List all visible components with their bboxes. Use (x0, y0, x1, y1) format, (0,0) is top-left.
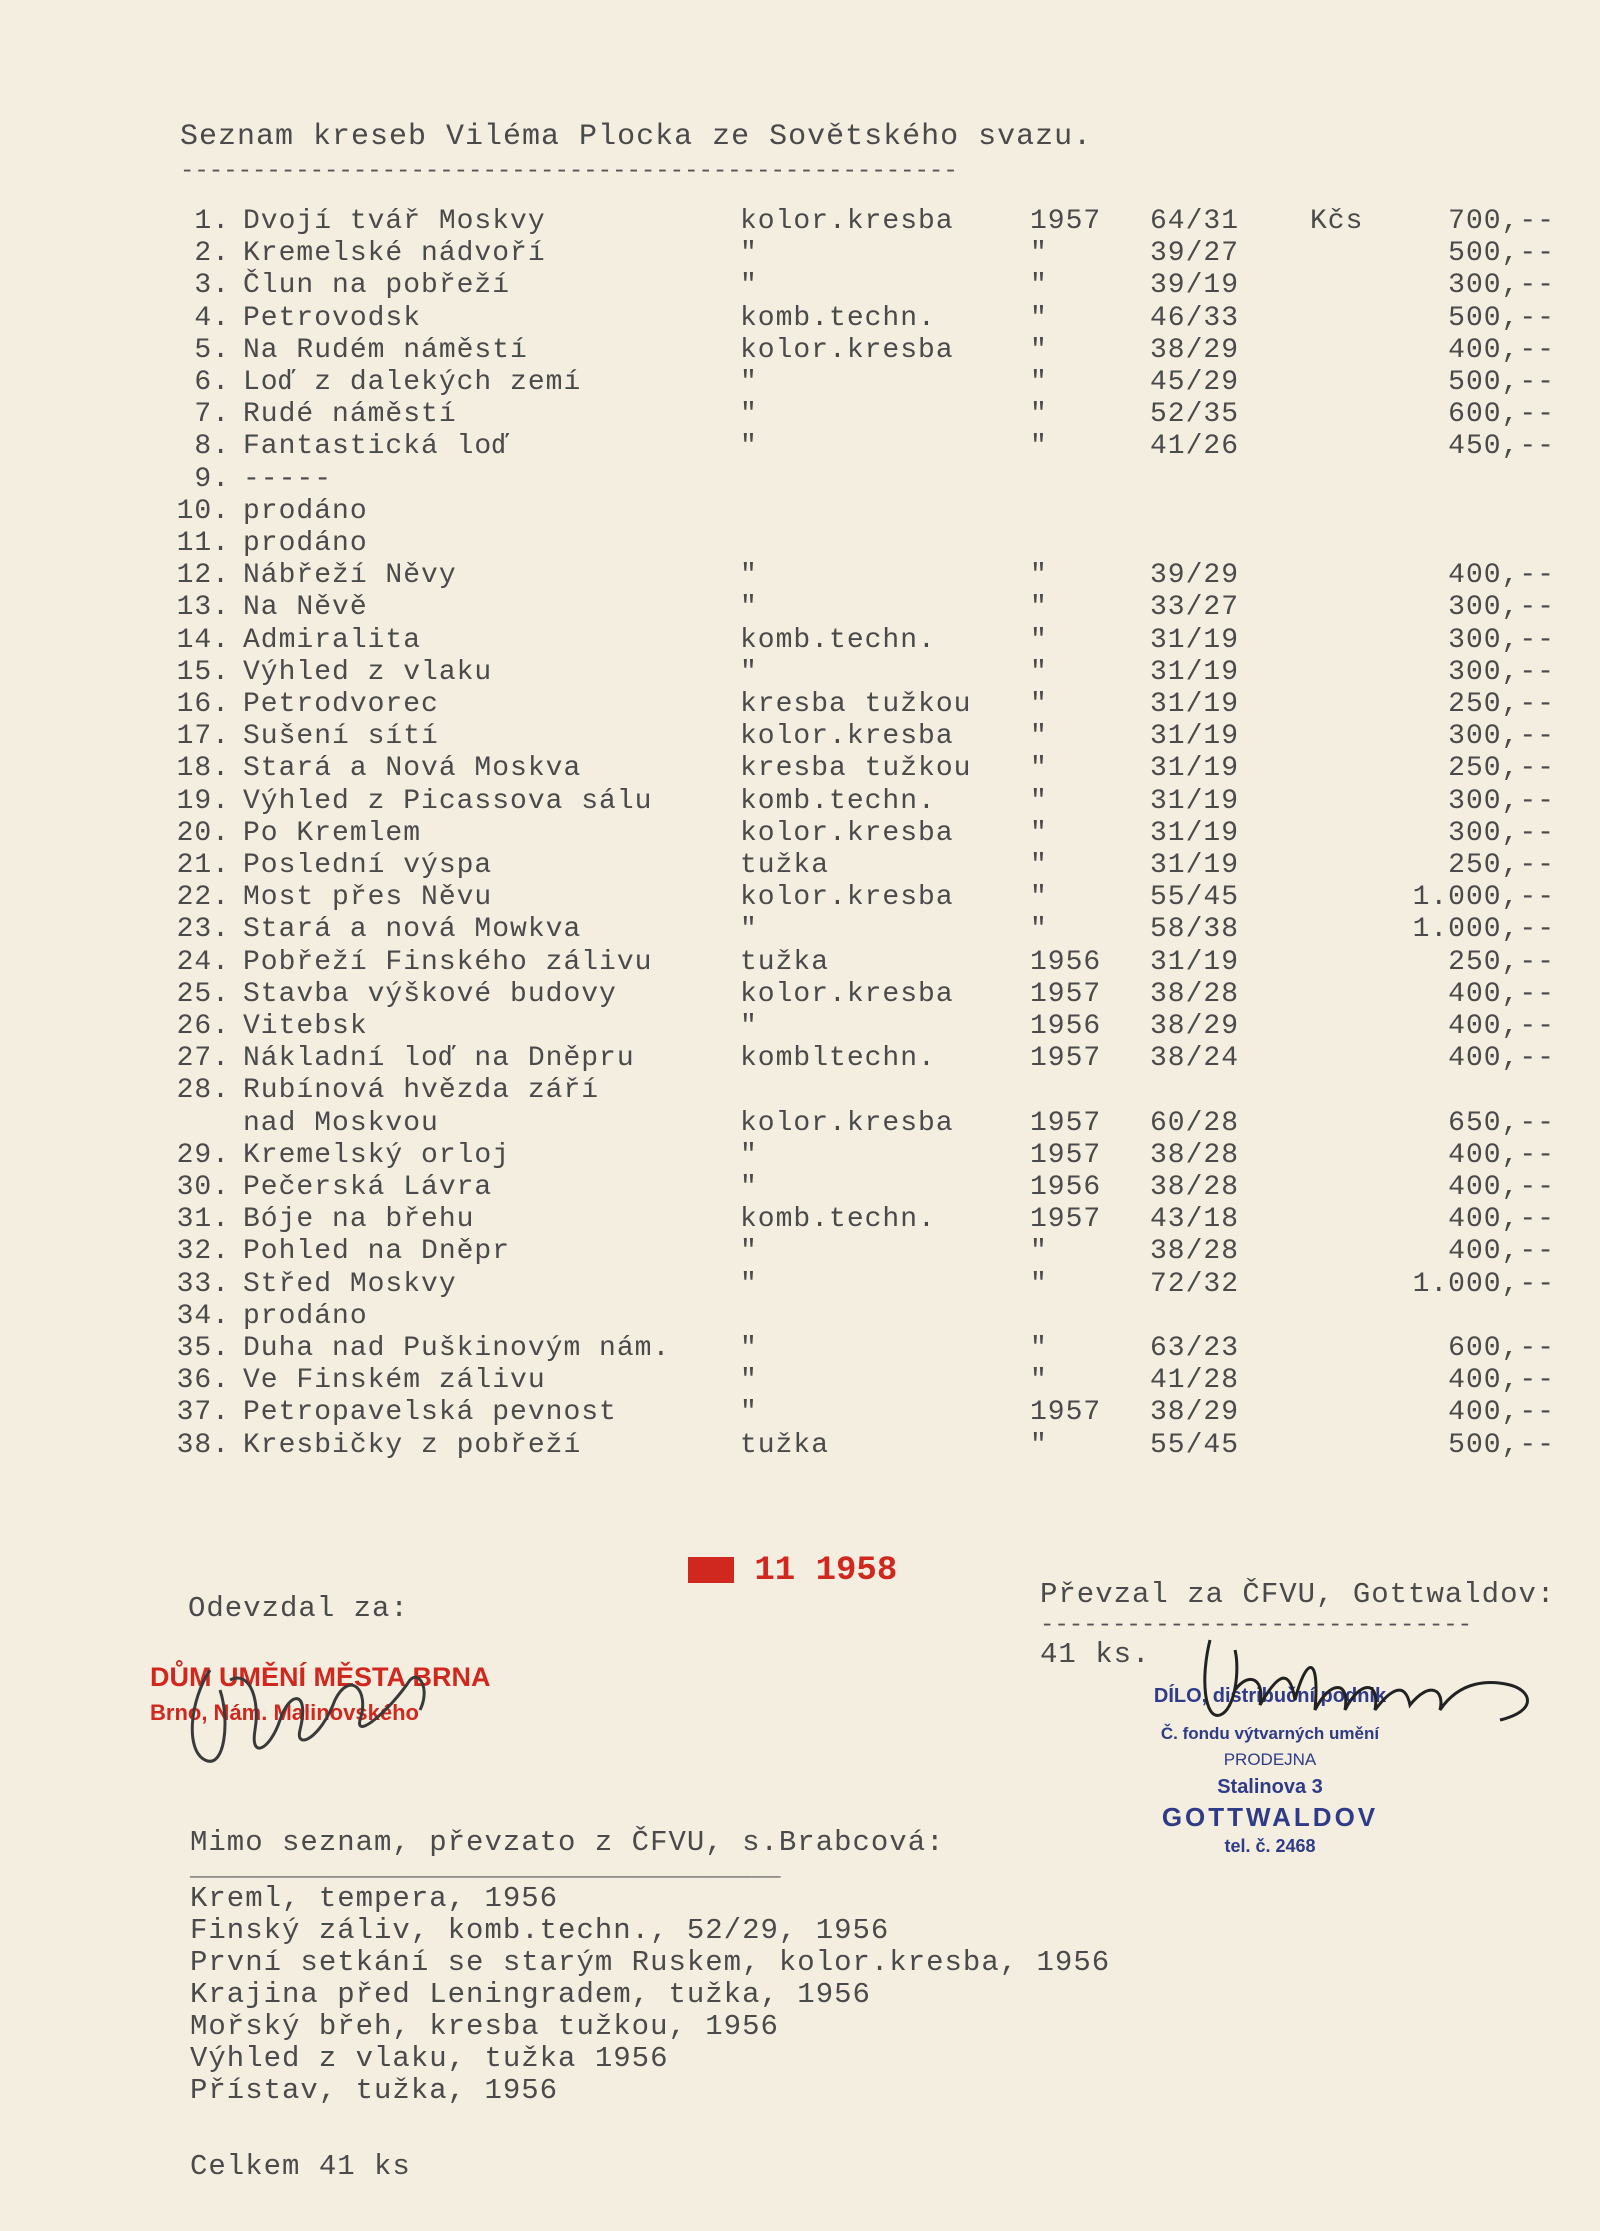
cell-title: Stará a Nová Moskva (243, 753, 582, 785)
cell-no: 16. (176, 689, 230, 720)
cell-tech: " (740, 1397, 758, 1429)
cell-dim: 55/45 (1150, 1429, 1240, 1461)
extra-heading-underline: _________________________________________ (190, 1856, 781, 1883)
table-row (0, 882, 1600, 914)
cell-dim: 31/19 (1150, 946, 1240, 978)
cell-dim: 60/28 (1150, 1107, 1240, 1139)
cell-title: Rudé náměstí (243, 399, 457, 431)
cell-tech: " (740, 270, 758, 302)
extra-item: První setkání se starým Ruskem, kolor.kresba, 1956 (190, 1946, 1111, 1979)
cell-no: 18. (176, 753, 230, 785)
table-row (0, 1011, 1600, 1043)
cell-year: " (1030, 1236, 1048, 1268)
table-row (0, 850, 1600, 882)
title-underline: ------------------------------------------------------ (180, 158, 958, 185)
cell-tech: " (740, 656, 758, 688)
total-line: Celkem 41 ks (190, 2150, 411, 2183)
handed-over-label: Odevzdal za: (188, 1592, 409, 1625)
cell-no: 20. (176, 817, 230, 849)
table-row (0, 1172, 1600, 1204)
dilo-stamp-line4: Stalinova 3 (1217, 1776, 1323, 1798)
cell-title: Bóje na břehu (243, 1204, 475, 1236)
cell-no: 38. (176, 1429, 230, 1461)
cell-price: 300,-- (1448, 656, 1555, 688)
cell-dim: 46/33 (1150, 302, 1240, 334)
cell-dim: 31/19 (1150, 785, 1240, 817)
cell-price: 600,-- (1448, 1333, 1555, 1364)
cell-title: Stará a nová Mowkva (243, 914, 582, 946)
cell-title: Pohled na Dněpr (243, 1236, 511, 1268)
cell-title: Střed Moskvy (243, 1268, 457, 1300)
cell-year: " (1030, 238, 1048, 270)
document-title: Seznam kreseb Viléma Plocka ze Sovětského svazu. (180, 120, 1093, 154)
cell-dim: 38/29 (1150, 334, 1240, 366)
cell-tech: " (740, 1333, 758, 1364)
cell-price: 400,-- (1448, 560, 1555, 592)
cell-price: 650,-- (1448, 1107, 1555, 1139)
table-row (0, 464, 1600, 496)
cell-year: " (1030, 624, 1048, 656)
cell-dim: 58/38 (1150, 914, 1240, 946)
cell-title: Admiralita (243, 624, 422, 656)
table-row (0, 1140, 1600, 1172)
cell-title: Rubínová hvězda září (243, 1075, 600, 1107)
cell-no: 17. (176, 721, 230, 753)
cell-dim: 38/28 (1150, 1172, 1240, 1203)
cell-no: 9. (194, 463, 230, 495)
cell-title: Nábřeží Něvy (243, 560, 457, 592)
cell-no: 11. (176, 528, 230, 559)
cell-year: " (1030, 1268, 1048, 1300)
cell-title: nad Moskvou (243, 1107, 439, 1139)
cell-price: 300,-- (1448, 817, 1555, 849)
cell-title: Fantastická loď (243, 431, 511, 463)
table-row (0, 399, 1600, 431)
cell-dim: 39/27 (1150, 238, 1240, 270)
cell-tech: " (740, 1139, 758, 1171)
cell-title: Ve Finském zálivu (243, 1365, 546, 1397)
table-row (0, 1043, 1600, 1075)
cell-no: 30. (176, 1172, 230, 1203)
cell-year: " (1030, 1333, 1048, 1364)
cell-no: 35. (176, 1333, 230, 1364)
cell-dim: 63/23 (1150, 1333, 1240, 1364)
extra-item: Finský záliv, komb.techn., 52/29, 1956 (190, 1914, 890, 1947)
cell-no: 29. (176, 1139, 230, 1171)
cell-title: ----- (243, 463, 333, 495)
left-signature (170, 1630, 480, 1780)
cell-price: 300,-- (1448, 721, 1555, 753)
dilo-stamp-line1: DÍLO, distribuční podnik (1153, 1685, 1387, 1707)
cell-no: 19. (176, 785, 230, 817)
cell-tech: kolor.kresba (740, 882, 954, 914)
cell-price: 400,-- (1448, 1365, 1555, 1397)
cell-dim: 31/19 (1150, 753, 1240, 785)
cell-tech: " (740, 431, 758, 463)
cell-dim: 31/19 (1150, 689, 1240, 720)
date-stamp-text: 11 1958 (754, 1552, 898, 1590)
table-row (0, 914, 1600, 946)
cell-title: Duha nad Puškinovým nám. (243, 1333, 671, 1364)
cell-price: 450,-- (1448, 431, 1555, 463)
cell-price: 300,-- (1448, 624, 1555, 656)
cell-tech: komb.techn. (740, 302, 936, 334)
cell-year: " (1030, 689, 1048, 720)
extra-item: Krajina před Leningradem, tužka, 1956 (190, 1978, 871, 2011)
cell-tech: tužka (740, 946, 830, 978)
cell-title: Dvojí tvář Moskvy (243, 206, 546, 237)
cell-dim: 55/45 (1150, 882, 1240, 914)
cell-no: 21. (176, 850, 230, 881)
cell-dim: 45/29 (1150, 367, 1240, 398)
cell-price: 500,-- (1448, 367, 1555, 398)
table-row (0, 689, 1600, 721)
table-row (0, 1301, 1600, 1333)
cell-price: 250,-- (1448, 850, 1555, 881)
table-row (0, 979, 1600, 1011)
cell-title: Pobřeží Finského zálivu (243, 946, 653, 978)
cell-tech: " (740, 1011, 758, 1042)
cell-dim: 31/19 (1150, 817, 1240, 849)
table-row (0, 560, 1600, 592)
cell-year: " (1030, 914, 1048, 946)
cell-no: 25. (176, 978, 230, 1010)
cell-no: 36. (176, 1365, 230, 1397)
cell-price: 500,-- (1448, 238, 1555, 270)
cell-year: " (1030, 431, 1048, 463)
table-row (0, 431, 1600, 463)
cell-no: 2. (194, 238, 230, 270)
cell-price: 1.000,-- (1412, 882, 1555, 914)
cell-tech: komb.techn. (740, 785, 936, 817)
cell-tech: " (740, 1268, 758, 1300)
cell-no: 27. (176, 1043, 230, 1075)
cell-year: 1957 (1030, 1139, 1102, 1171)
cell-year: " (1030, 399, 1048, 431)
cell-year: " (1030, 656, 1048, 688)
cell-year: " (1030, 560, 1048, 592)
cell-price: 1.000,-- (1412, 1268, 1555, 1300)
cell-tech: " (740, 1236, 758, 1268)
table-row (0, 1365, 1600, 1397)
cell-title: Po Kremlem (243, 817, 422, 849)
currency-label: Kčs (1310, 206, 1364, 237)
cell-year: 1956 (1030, 1011, 1102, 1042)
extra-heading: Mimo seznam, převzato z ČFVU, s.Brabcová: (190, 1826, 945, 1859)
cell-title: Petrovodsk (243, 302, 422, 334)
dilo-stamp-line6: tel. č. 2468 (1224, 1836, 1316, 1856)
table-row (0, 1204, 1600, 1236)
cell-year: 1957 (1030, 1204, 1102, 1236)
cell-dim: 31/19 (1150, 850, 1240, 881)
cell-dim: 31/19 (1150, 656, 1240, 688)
table-row (0, 1236, 1600, 1268)
table-row (0, 1333, 1600, 1365)
cell-tech: komb.techn. (740, 624, 936, 656)
cell-dim: 41/28 (1150, 1365, 1240, 1397)
cell-price: 600,-- (1448, 399, 1555, 431)
cell-tech: kombltechn. (740, 1043, 936, 1075)
cell-title: Vitebsk (243, 1011, 368, 1042)
cell-tech: " (740, 367, 758, 398)
cell-title: Nákladní loď na Dněpru (243, 1043, 635, 1075)
cell-title: prodáno (243, 528, 368, 559)
cell-price: 400,-- (1448, 1043, 1555, 1075)
cell-tech: kresba tužkou (740, 753, 972, 785)
table-row (0, 206, 1600, 238)
cell-price: 400,-- (1448, 334, 1555, 366)
cell-year: 1957 (1030, 978, 1102, 1010)
cell-year: 1956 (1030, 946, 1102, 978)
cell-price: 700,-- (1448, 206, 1555, 237)
cell-title: prodáno (243, 1300, 368, 1332)
cell-no: 22. (176, 882, 230, 914)
cell-no: 8. (194, 431, 230, 463)
table-row (0, 1430, 1600, 1462)
table-row (0, 303, 1600, 335)
cell-year: " (1030, 817, 1048, 849)
received-underline: ------------------------------ (1040, 1612, 1473, 1639)
cell-price: 300,-- (1448, 785, 1555, 817)
cell-price: 400,-- (1448, 1397, 1555, 1429)
cell-year: " (1030, 334, 1048, 366)
cell-year: " (1030, 1365, 1048, 1397)
cell-tech: kolor.kresba (740, 334, 954, 366)
cell-tech: kolor.kresba (740, 1107, 954, 1139)
cell-dim: 52/35 (1150, 399, 1240, 431)
table-row (0, 367, 1600, 399)
table-row (0, 947, 1600, 979)
dilo-stamp-line5: GOTTWALDOV (1161, 1802, 1379, 1832)
cell-dim: 64/31 (1150, 206, 1240, 237)
cell-no: 1. (194, 206, 230, 237)
cell-no: 32. (176, 1236, 230, 1268)
cell-price: 400,-- (1448, 1011, 1555, 1042)
cell-no: 13. (176, 592, 230, 624)
cell-title: Kremelské nádvoří (243, 238, 546, 270)
cell-year: " (1030, 850, 1048, 881)
cell-year: 1957 (1030, 1107, 1102, 1139)
table-row (0, 657, 1600, 689)
cell-tech: kolor.kresba (740, 721, 954, 753)
table-row (0, 1269, 1600, 1301)
cell-price: 400,-- (1448, 1139, 1555, 1171)
cell-year: 1956 (1030, 1172, 1102, 1203)
cell-tech: kolor.kresba (740, 978, 954, 1010)
cell-price: 250,-- (1448, 946, 1555, 978)
cell-tech: kolor.kresba (740, 206, 954, 237)
received-count: 41 ks. (1040, 1638, 1151, 1671)
cell-price: 1.000,-- (1412, 914, 1555, 946)
cell-price: 300,-- (1448, 592, 1555, 624)
cell-price: 500,-- (1448, 1429, 1555, 1461)
cell-tech: " (740, 914, 758, 946)
table-row (0, 1075, 1600, 1107)
cell-title: Petrodvorec (243, 689, 439, 720)
dilo-stamp-line2: Č. fondu výtvarných umění (1160, 1724, 1380, 1743)
cell-title: Sušení sítí (243, 721, 439, 753)
cell-price: 400,-- (1448, 1236, 1555, 1268)
cell-no: 37. (176, 1397, 230, 1429)
table-row (0, 625, 1600, 657)
cell-price: 400,-- (1448, 1172, 1555, 1203)
cell-year: " (1030, 785, 1048, 817)
cell-year: " (1030, 721, 1048, 753)
cell-tech: " (740, 1172, 758, 1203)
date-stamp-smudge (688, 1557, 734, 1583)
cell-no: 12. (176, 560, 230, 592)
table-row (0, 721, 1600, 753)
cell-dim: 39/19 (1150, 270, 1240, 302)
cell-title: Pečerská Lávra (243, 1172, 493, 1203)
table-row (0, 786, 1600, 818)
cell-title: Člun na pobřeží (243, 270, 511, 302)
cell-year: " (1030, 302, 1048, 334)
cell-tech: kresba tužkou (740, 689, 972, 720)
cell-tech: " (740, 560, 758, 592)
table-row (0, 1108, 1600, 1140)
cell-year: " (1030, 1429, 1048, 1461)
table-row (0, 270, 1600, 302)
cell-dim: 31/19 (1150, 624, 1240, 656)
table-row (0, 592, 1600, 624)
cell-dim: 38/28 (1150, 1139, 1240, 1171)
cell-year: " (1030, 270, 1048, 302)
cell-price: 300,-- (1448, 270, 1555, 302)
cell-title: Kresbičky z pobřeží (243, 1429, 582, 1461)
cell-dim: 39/29 (1150, 560, 1240, 592)
cell-year: 1957 (1030, 1397, 1102, 1429)
extra-item: Výhled z vlaku, tužka 1956 (190, 2042, 669, 2075)
cell-year: 1957 (1030, 1043, 1102, 1075)
cell-no: 5. (194, 334, 230, 366)
cell-no: 31. (176, 1204, 230, 1236)
cell-tech: tužka (740, 850, 830, 881)
brno-stamp-line1: DŮM UMĚNÍ MĚSTA BRNA (150, 1662, 491, 1692)
cell-no: 15. (176, 656, 230, 688)
cell-title: Na Rudém náměstí (243, 334, 528, 366)
cell-tech: " (740, 592, 758, 624)
table-row (0, 335, 1600, 367)
cell-no: 4. (194, 302, 230, 334)
cell-dim: 38/28 (1150, 1236, 1240, 1268)
cell-title: Kremelský orloj (243, 1139, 511, 1171)
cell-no: 3. (194, 270, 230, 302)
dilo-stamp-line3: PRODEJNA (1223, 1750, 1317, 1769)
table-row (0, 1397, 1600, 1429)
cell-no: 7. (194, 399, 230, 431)
table-row (0, 238, 1600, 270)
extra-item: Kreml, tempera, 1956 (190, 1882, 559, 1915)
cell-no: 23. (176, 914, 230, 946)
cell-price: 250,-- (1448, 689, 1555, 720)
cell-title: Poslední výspa (243, 850, 493, 881)
cell-tech: " (740, 399, 758, 431)
cell-dim: 38/28 (1150, 978, 1240, 1010)
table-row (0, 818, 1600, 850)
cell-title: prodáno (243, 495, 368, 527)
cell-tech: kolor.kresba (740, 817, 954, 849)
extra-item: Přístav, tužka, 1956 (190, 2074, 559, 2107)
cell-title: Výhled z Picassova sálu (243, 785, 653, 817)
cell-dim: 43/18 (1150, 1204, 1240, 1236)
cell-dim: 33/27 (1150, 592, 1240, 624)
cell-year: 1957 (1030, 206, 1102, 237)
cell-dim: 38/24 (1150, 1043, 1240, 1075)
cell-title: Most přes Něvu (243, 882, 493, 914)
table-row (0, 528, 1600, 560)
cell-dim: 41/26 (1150, 431, 1240, 463)
cell-no: 6. (194, 367, 230, 398)
table-row (0, 496, 1600, 528)
cell-dim: 38/29 (1150, 1011, 1240, 1042)
cell-dim: 38/29 (1150, 1397, 1240, 1429)
cell-price: 250,-- (1448, 753, 1555, 785)
cell-dim: 31/19 (1150, 721, 1240, 753)
cell-no: 34. (176, 1300, 230, 1332)
cell-no: 24. (176, 946, 230, 978)
right-signature (1190, 1610, 1570, 1760)
cell-tech: " (740, 238, 758, 270)
cell-title: Petropavelská pevnost (243, 1397, 617, 1429)
cell-dim: 72/32 (1150, 1268, 1240, 1300)
cell-year: " (1030, 882, 1048, 914)
cell-no: 33. (176, 1268, 230, 1300)
cell-no: 14. (176, 624, 230, 656)
brno-stamp-line2: Brno, Nám. Malinovského (150, 1700, 419, 1725)
cell-title: Na Něvě (243, 592, 368, 624)
extra-item: Mořský břeh, kresba tužkou, 1956 (190, 2010, 779, 2043)
table-row (0, 753, 1600, 785)
cell-tech: tužka (740, 1429, 830, 1461)
cell-year: " (1030, 592, 1048, 624)
cell-title: Stavba výškové budovy (243, 978, 617, 1010)
cell-price: 500,-- (1448, 302, 1555, 334)
date-stamp (688, 1552, 897, 1590)
cell-year: " (1030, 753, 1048, 785)
cell-price: 400,-- (1448, 1204, 1555, 1236)
cell-title: Výhled z vlaku (243, 656, 493, 688)
cell-year: " (1030, 367, 1048, 398)
cell-tech: " (740, 1365, 758, 1397)
received-label: Převzal za ČFVU, Gottwaldov: (1040, 1578, 1556, 1611)
cell-no: 28. (176, 1075, 230, 1107)
cell-no: 10. (176, 495, 230, 527)
cell-tech: komb.techn. (740, 1204, 936, 1236)
cell-title: Loď z dalekých zemí (243, 367, 582, 398)
cell-price: 400,-- (1448, 978, 1555, 1010)
cell-no: 26. (176, 1011, 230, 1042)
